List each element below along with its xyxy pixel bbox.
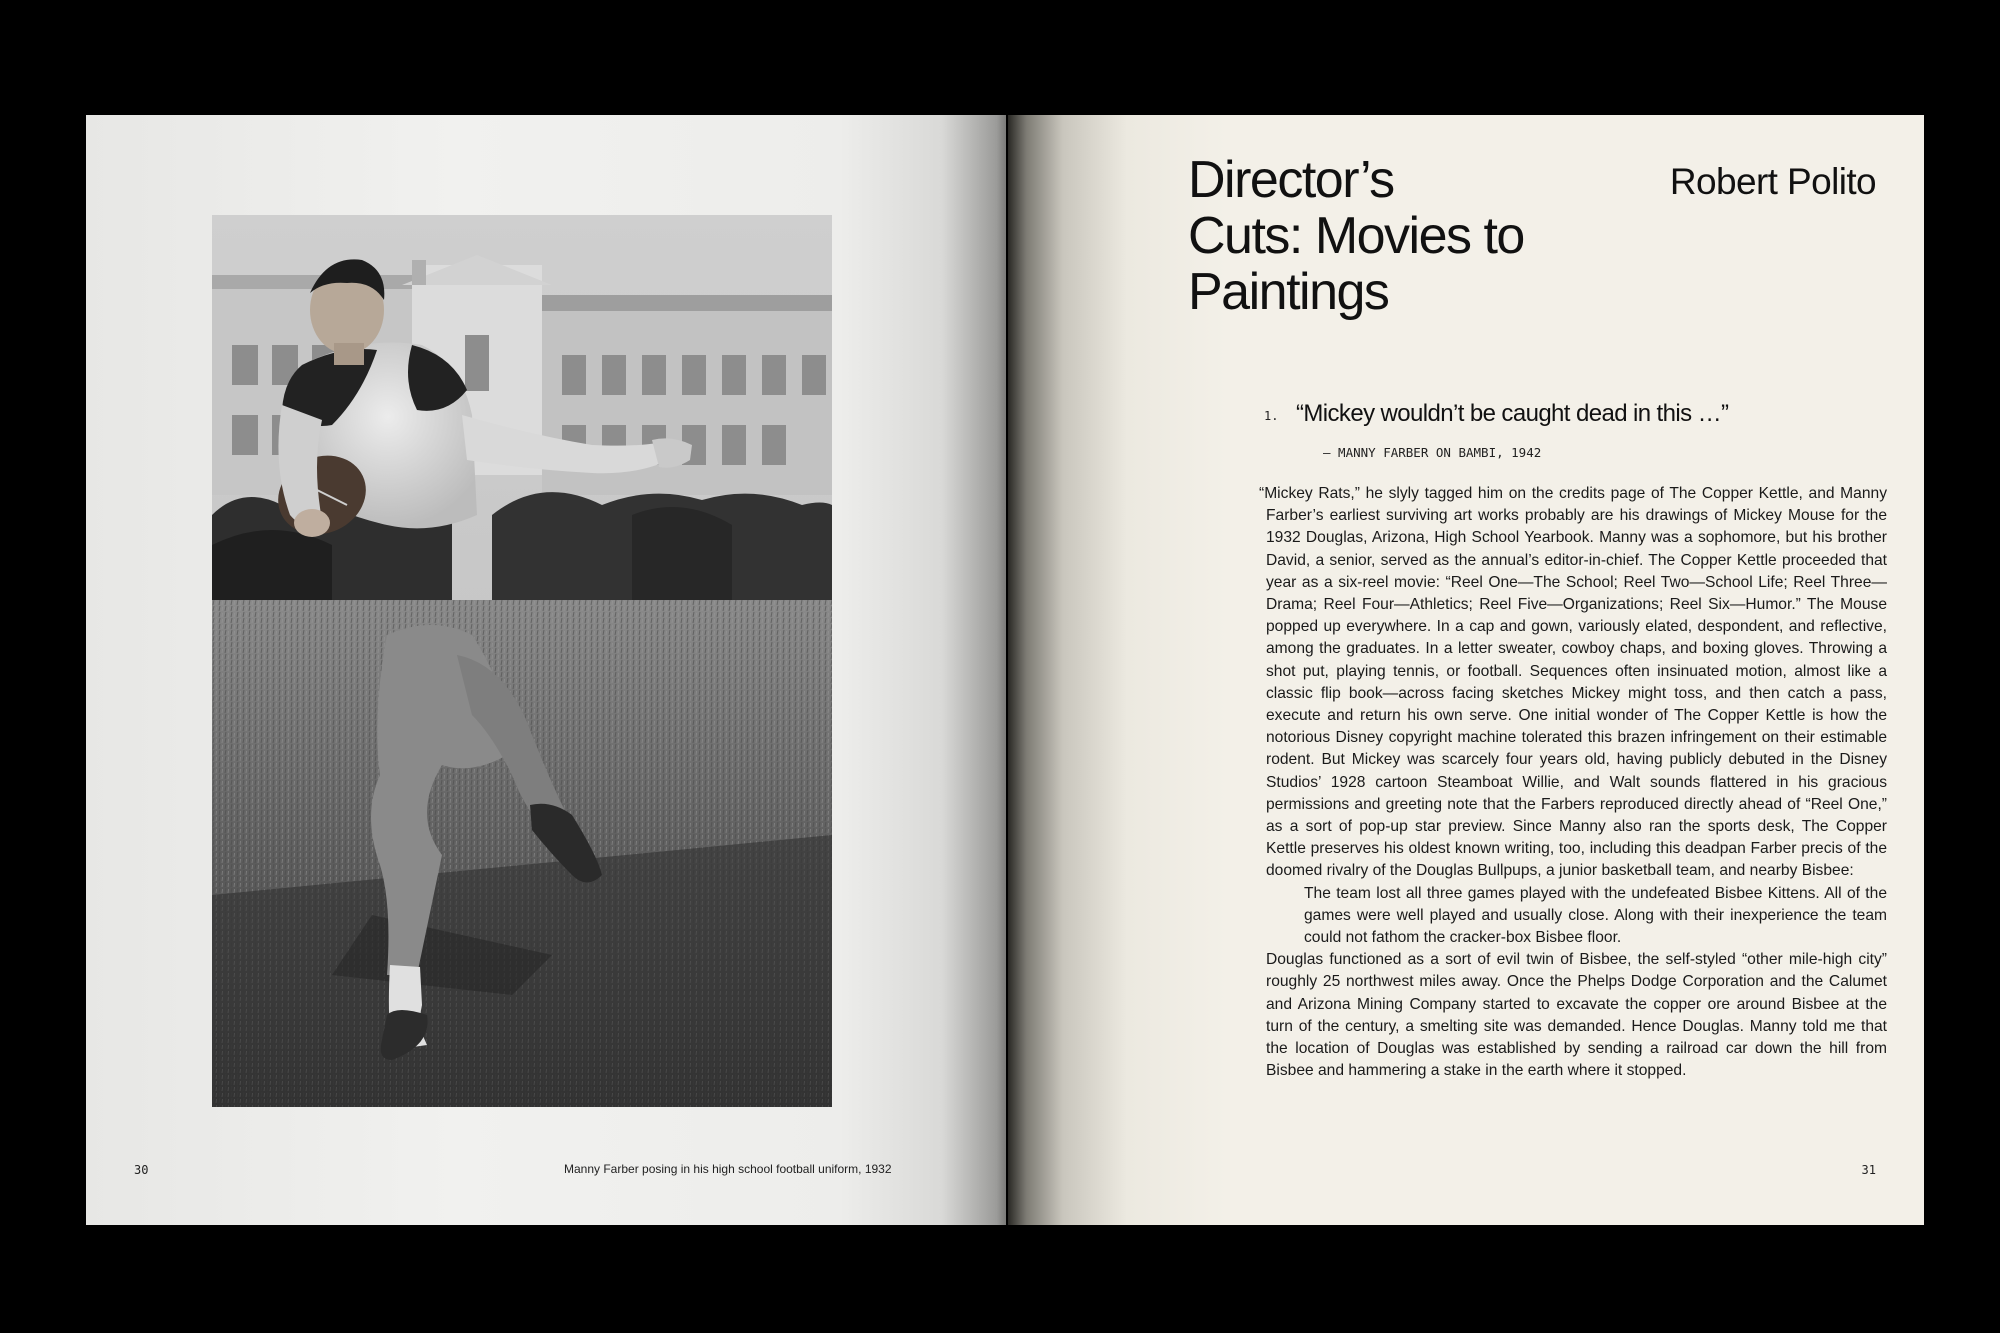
vintage-football-portrait-photo — [212, 215, 832, 1107]
chapter-title-line-3: Paintings — [1188, 263, 1389, 321]
body-text — [1259, 483, 1887, 1082]
chapter-title-line-2: Cuts: Movies to — [1188, 207, 1524, 265]
block-quote: The team lost all three games played with the undefeated Bisbee Kittens. All of the games were well played and usually close. Along with their inexperience the team could not fathom the cracker-box Bisbee floor. — [1304, 884, 1887, 947]
left-page — [86, 115, 1006, 1225]
epigraph-number: 1. — [1264, 409, 1279, 423]
epigraph-attribution: — MANNY FARBER ON BAMBI, 1942 — [1323, 445, 1542, 460]
right-page — [1008, 115, 1924, 1225]
chapter-title-line-1: Director’s — [1188, 151, 1394, 209]
book-spread — [86, 115, 1924, 1225]
body-paragraph-2: Douglas functioned as a sort of evil twin of Bisbee, the self-styled “other mile-high city” roughly 25 northwest miles away. Once the Phelps Dodge Corporation and the Calumet and Arizona Mining Company started to excavate the copper ore around Bisbee at the turn of the century, a smelting site was demanded. Hence Douglas. Manny told me that the location of Douglas was established by sending a railroad car down the hill from Bisbee and hammering a stake in the earth where it stopped. — [1266, 951, 1887, 1080]
page-number-left: 30 — [134, 1163, 149, 1177]
author-name: Robert Polito — [1669, 161, 1876, 202]
body-paragraph-1: “Mickey Rats,” he slyly tagged him on the credits page of The Copper Kettle, and Manny Farber’s earliest surviving art works probably are his drawings of Mickey Mouse for the 1932 Douglas, Arizona, High School Yearbook. Manny was a sophomore, but his brother David, a senior, served as the annual’s editor-in-chief. The Copper Kettle proceeded that year as a six-reel movie: “Reel One—The School; Reel Two—School Life; Reel Three—Drama; Reel Four—Athletics; Reel Five—Organizations; Reel Six—Humor.” The Mouse popped up everywhere. In a cap and gown, variously elated, despondent, and reflective, among the graduates. In a letter sweater, cowboy chaps, and boxing gloves. Throwing a shot put, playing tennis, or football. Sequences often insinuated motion, almost like a classic flip book—across facing sketches Mickey might toss, and then catch a pass, execute and return his own serve. One initial wonder of The Copper Kettle is how the notorious Disney copyright machine tolerated this brazen infringement on their estimable rodent. But Mickey was scarcely four years old, having publicly debuted in the Disney Studios’ 1928 cartoon Steamboat Willie, and Walt sounds flattered in his gracious permissions and greeting note that the Farbers reproduced directly ahead of “Reel One,” as a sort of pop-up star preview. Since Manny also ran the sports desk, The Copper Kettle preserves his oldest known writing, too, including this deadpan Farber precis of the doomed rivalry of the Douglas Bullpups, a junior basketball team, and nearby Bisbee: — [1259, 485, 1887, 880]
photo-caption: Manny Farber posing in his high school football uniform, 1932 — [564, 1162, 892, 1176]
page-number-right: 31 — [1861, 1163, 1876, 1177]
chapter-title — [1188, 152, 1524, 320]
epigraph-quote: “Mickey wouldn’t be caught dead in this …” — [1296, 400, 1729, 427]
football-player-photo — [212, 215, 832, 1107]
